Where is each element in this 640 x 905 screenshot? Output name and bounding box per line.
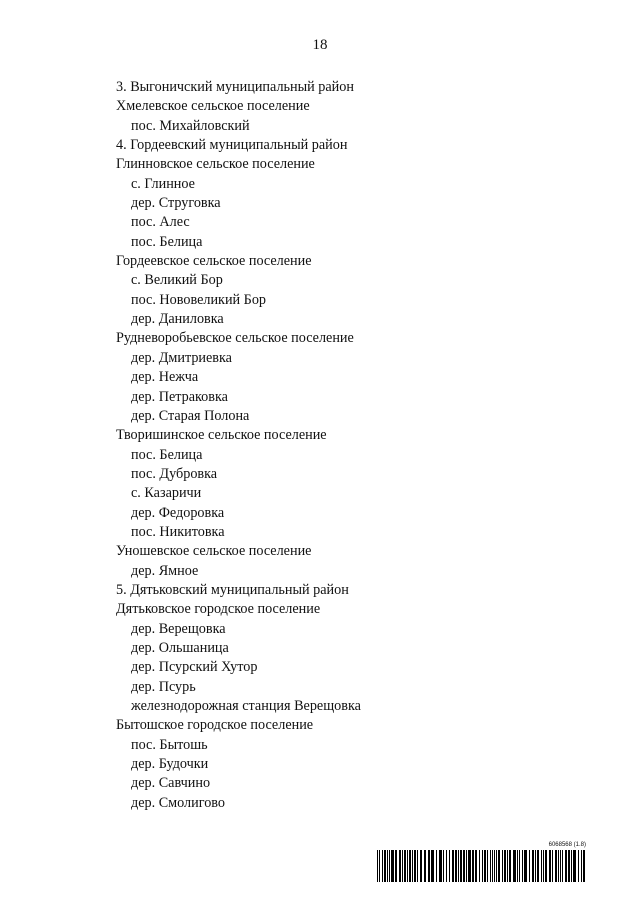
settlement-item: пос. Бытошь: [131, 736, 208, 753]
settlement-item: пос. Алес: [131, 214, 190, 231]
district-heading: Рудневоробьевское сельское поселение: [116, 330, 354, 347]
settlement-list: [116, 78, 596, 813]
district-heading: 5. Дятьковский муниципальный район: [116, 581, 349, 598]
settlement-item: пос. Белица: [131, 233, 203, 250]
settlement-item: дер. Струговка: [131, 195, 221, 212]
settlement-item: пос. Белица: [131, 446, 203, 463]
settlement-item: дер. Псурь: [131, 678, 196, 695]
district-heading: Гордеевское сельское поселение: [116, 253, 312, 270]
district-heading: Творишинское сельское поселение: [116, 427, 327, 444]
district-heading: Хмелевское сельское поселение: [116, 98, 310, 115]
settlement-item: дер. Дмитриевка: [131, 349, 232, 366]
settlement-item: железнодорожная станция Верещовка: [131, 698, 361, 714]
settlement-item: пос. Нововеликий Бор: [131, 291, 267, 308]
settlement-item: дер. Старая Полона: [131, 407, 250, 424]
barcode-caption: 6068568 (1.8): [548, 842, 586, 848]
district-heading: Уношевское сельское поселение: [116, 543, 312, 560]
settlement-item: с. Глинное: [131, 175, 195, 192]
settlement-item: дер. Будочки: [131, 756, 209, 773]
barcode-graphic: [376, 850, 588, 882]
settlement-item: дер. Верещовка: [131, 620, 226, 637]
settlement-item: дер. Смолигово: [131, 794, 225, 811]
district-heading: Глинновское сельское поселение: [116, 156, 315, 173]
barcode-block: [376, 841, 588, 882]
settlement-item: пос. Никитовка: [131, 523, 225, 540]
settlement-item: с. Великий Бор: [131, 272, 223, 289]
settlement-item: дер. Ямное: [131, 562, 199, 579]
settlement-item: дер. Даниловка: [131, 311, 224, 328]
settlement-item: пос. Михайловский: [131, 117, 250, 134]
settlement-item: дер. Петраковка: [131, 388, 228, 405]
settlement-item: дер. Псурский Хутор: [131, 659, 258, 676]
settlement-item: пос. Дубровка: [131, 465, 218, 482]
district-heading: 4. Гордеевский муниципальный район: [116, 137, 348, 154]
page-number: 18: [312, 37, 328, 53]
settlement-item: дер. Нежча: [131, 369, 199, 386]
district-heading: Дятьковское городское поселение: [116, 601, 321, 618]
district-heading: Бытошское городское поселение: [116, 717, 314, 734]
settlement-item: дер. Савчино: [131, 775, 211, 792]
settlement-item: дер. Федоровка: [131, 504, 225, 521]
settlement-item: с. Казаричи: [131, 485, 202, 502]
settlement-item: дер. Ольшаница: [131, 639, 229, 656]
district-heading: 3. Выгоничский муниципальный район: [116, 79, 354, 95]
